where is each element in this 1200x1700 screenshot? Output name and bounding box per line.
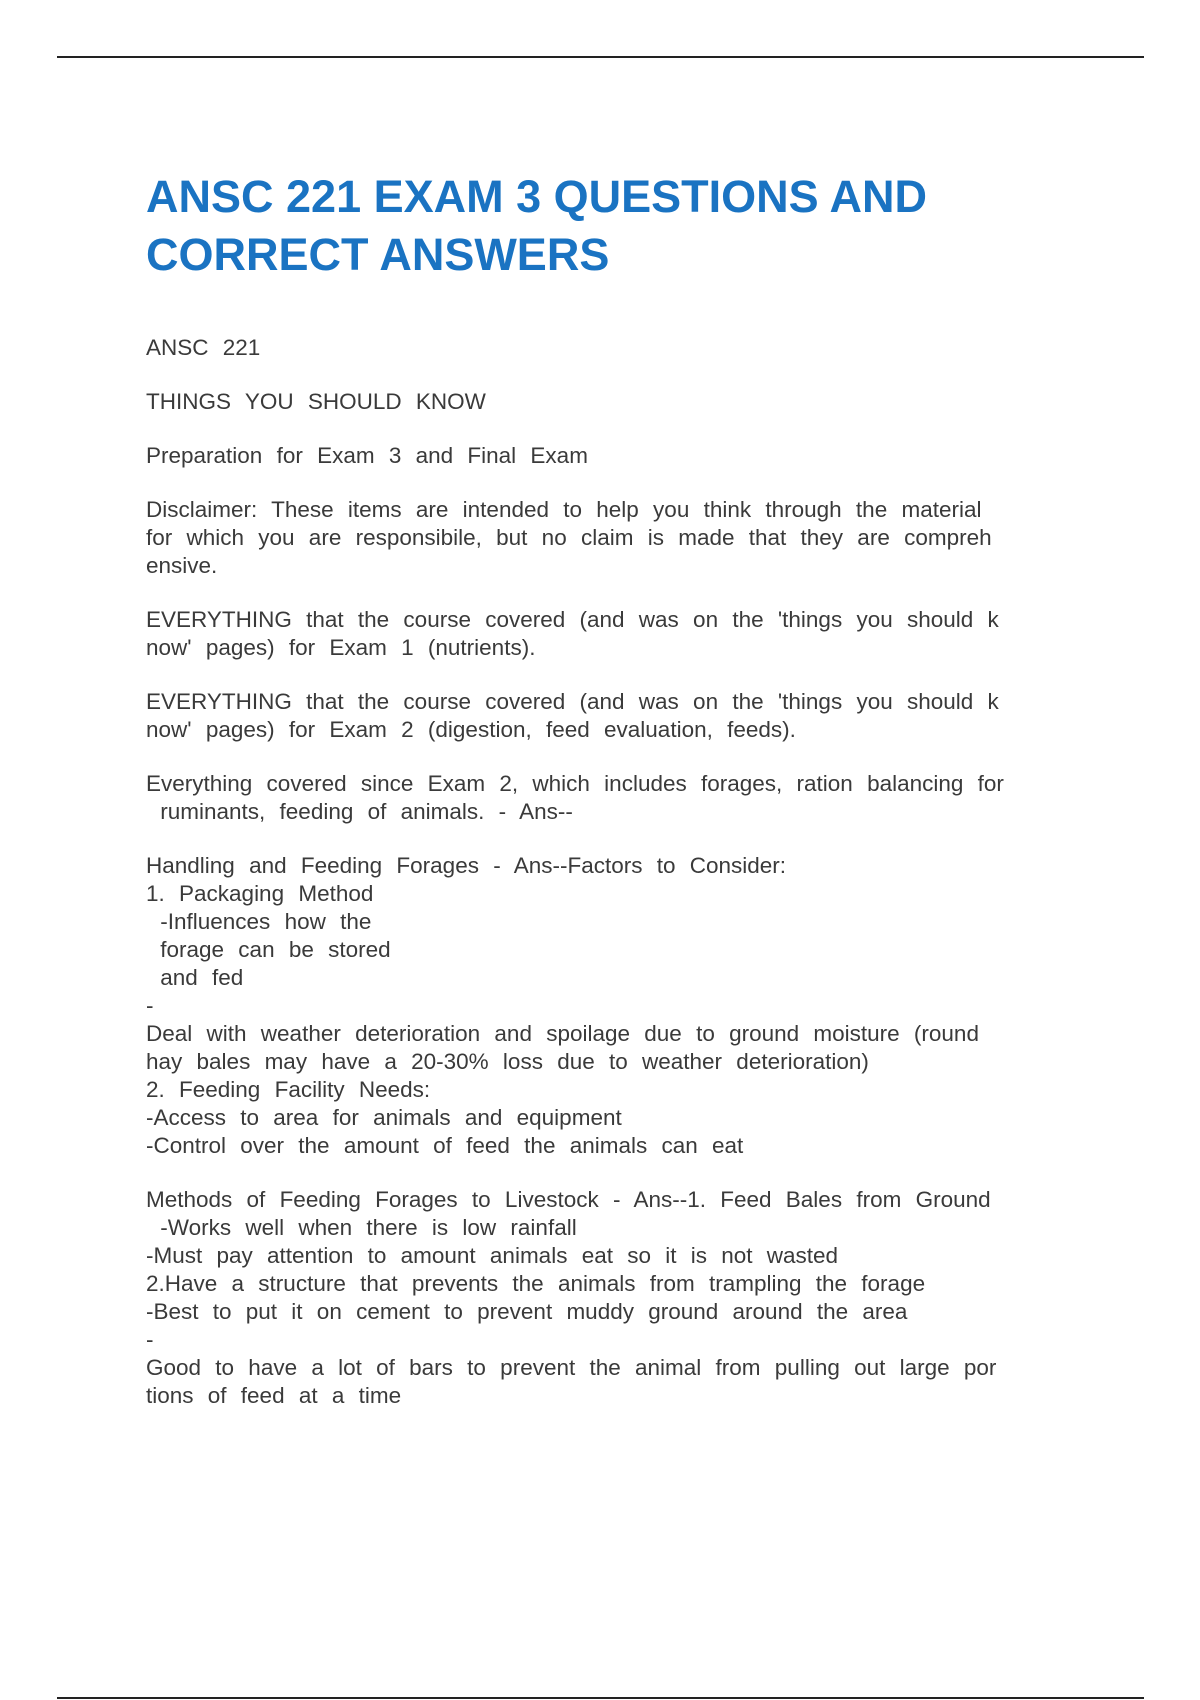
text-line: -Control over the amount of feed the animals can eat bbox=[146, 1133, 744, 1158]
text-line: -Access to area for animals and equipment bbox=[146, 1105, 622, 1130]
text-line: now' pages) for Exam 2 (digestion, feed evaluation, feeds). bbox=[146, 717, 796, 742]
text-line: Everything covered since Exam 2, which includes forages, ration balancing for bbox=[146, 771, 1004, 796]
text-line: Methods of Feeding Forages to Livestock - Ans--1. Feed Bales from Ground bbox=[146, 1187, 991, 1212]
top-rule bbox=[57, 56, 1144, 58]
exam1-paragraph bbox=[146, 606, 1086, 662]
text-line: 1. Packaging Method bbox=[146, 881, 374, 906]
text-line: -Influences how the bbox=[146, 909, 372, 934]
section-subtitle: THINGS YOU SHOULD KNOW bbox=[146, 389, 486, 414]
text-line: -Works well when there is low rainfall bbox=[146, 1215, 577, 1240]
text-line: -Must pay attention to amount animals eat so it is not wasted bbox=[146, 1243, 839, 1268]
text-line: ensive. bbox=[146, 553, 218, 578]
text-line: ruminants, feeding of animals. - Ans-- bbox=[146, 799, 573, 824]
document-body bbox=[146, 168, 1086, 1436]
text-line: and fed bbox=[146, 965, 244, 990]
text-line: Disclaimer: These items are intended to help you think through the material bbox=[146, 497, 982, 522]
text-line: Deal with weather deterioration and spoilage due to ground moisture (round bbox=[146, 1021, 979, 1046]
document-title: ANSC 221 EXAM 3 QUESTIONS AND CORRECT ANSWERS bbox=[146, 171, 927, 280]
text-line: tions of feed at a time bbox=[146, 1383, 402, 1408]
disclaimer-paragraph bbox=[146, 496, 1086, 580]
text-line: 2.Have a structure that prevents the animals from trampling the forage bbox=[146, 1271, 926, 1296]
bottom-rule bbox=[57, 1697, 1144, 1699]
text-line: - bbox=[146, 993, 154, 1018]
text-line: - bbox=[146, 1327, 154, 1352]
exam2-paragraph bbox=[146, 688, 1086, 744]
text-line: forage can be stored bbox=[146, 937, 391, 962]
since-exam2-paragraph bbox=[146, 770, 1086, 826]
methods-feeding-paragraph bbox=[146, 1186, 1086, 1410]
text-line: Handling and Feeding Forages - Ans--Factors to Consider: bbox=[146, 853, 787, 878]
course-code: ANSC 221 bbox=[146, 335, 261, 360]
text-line: EVERYTHING that the course covered (and was on the 'things you should k bbox=[146, 607, 999, 632]
text-line: for which you are responsibile, but no claim is made that they are compreh bbox=[146, 525, 992, 550]
text-line: Good to have a lot of bars to prevent the animal from pulling out large por bbox=[146, 1355, 997, 1380]
text-line: 2. Feeding Facility Needs: bbox=[146, 1077, 431, 1102]
text-line: -Best to put it on cement to prevent muddy ground around the area bbox=[146, 1299, 908, 1324]
text-line: now' pages) for Exam 1 (nutrients). bbox=[146, 635, 536, 660]
text-line: hay bales may have a 20-30% loss due to weather deterioration) bbox=[146, 1049, 869, 1074]
handling-forages-paragraph bbox=[146, 852, 1086, 1160]
preparation-line: Preparation for Exam 3 and Final Exam bbox=[146, 443, 588, 468]
text-line: EVERYTHING that the course covered (and was on the 'things you should k bbox=[146, 689, 999, 714]
